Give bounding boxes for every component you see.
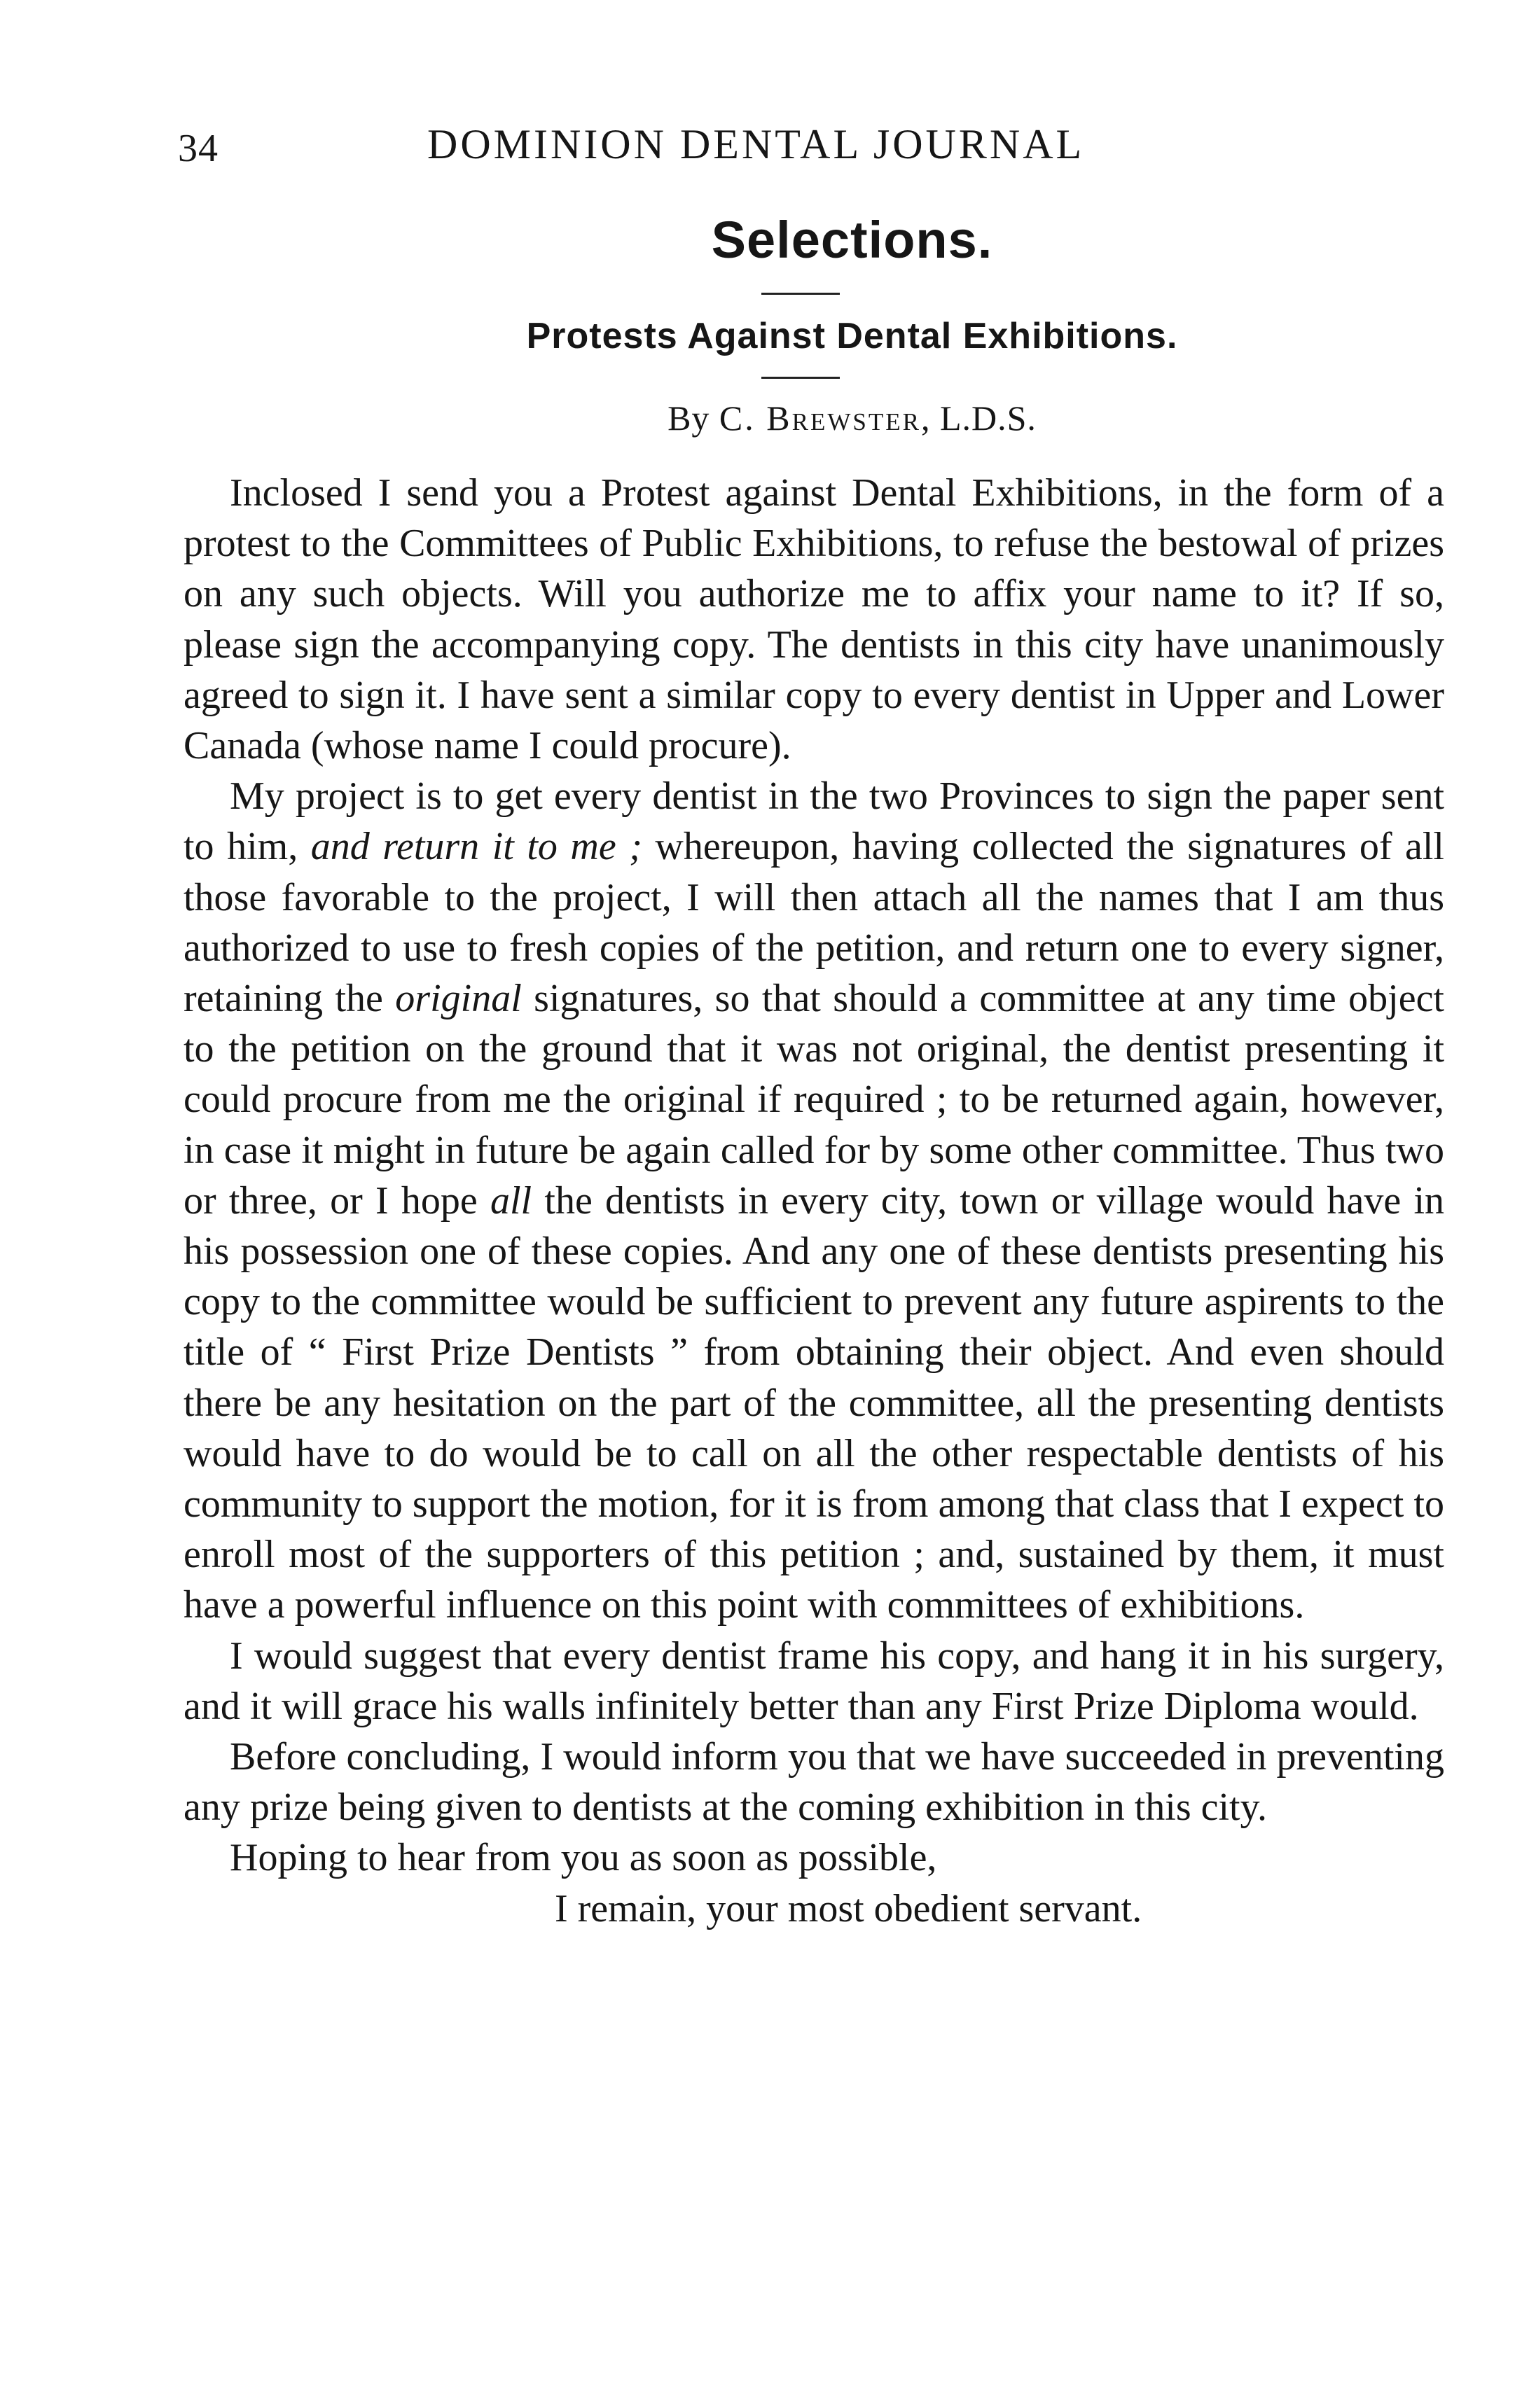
paragraph — [184, 771, 1444, 1630]
article-title: Protests Against Dental Exhibitions. — [526, 316, 1178, 356]
divider-rule — [761, 293, 840, 295]
paragraph — [184, 1832, 1444, 1883]
page-number: 34 — [178, 127, 219, 170]
journal-title: DOMINION DENTAL JOURNAL — [427, 121, 1085, 167]
italic-text: all — [490, 1178, 532, 1223]
text-run: Inclosed I send you a Protest against Dental Exhibitions, in the form of a protest to the Committees of Public Exhibitions, to refuse the bestowal of prizes on any such objects. Will you authorize me to affix your name to it? If so, please sign the accompanying copy. The dentists in this city have unanimously agreed to sign it. I have sent a similar copy to every dentist in Upper and Lower Canada (whose name I could procure). — [184, 471, 1444, 768]
article-body — [184, 468, 1444, 1934]
text-run: I would suggest that every dentist frame his copy, and hang it in his surgery, and it will grace his walls infinitely better than any First Prize Diploma would. — [184, 1634, 1444, 1728]
text-run: Hoping to hear from you as soon as possible, — [230, 1836, 937, 1880]
italic-text: and return it to me ; — [310, 825, 642, 869]
closing-line: I remain, your most obedient servant. — [555, 1886, 1142, 1930]
text-run: Before concluding, I would inform you that we have succeeded in preventing any prize being given to dentists at the coming exhibition in this city. — [184, 1735, 1444, 1830]
section-title: Selections. — [711, 211, 993, 269]
byline-suffix: , L.D.S. — [920, 398, 1037, 438]
byline-prefix: By — [667, 398, 710, 438]
text-run: signatures, so that should a committee at any time object to the petition on the ground that it was not original, the dentist presenting it could procure from me the original if required ; to be returned again, however, in case it might in future be again called for by some other committee. Thus two or three, or I hope — [184, 977, 1444, 1223]
running-head — [175, 120, 1422, 176]
text-run: the dentists in every city, town or village would have in his possession one of these copies. And any one of these dentists presenting his copy to the committee would be sufficient to prevent any future aspirents to the title of “ First Prize Dentists ” from obtaining their object. And even should there be any hesitation on the part of the committee, all the presenting dentists would have to do would be to call on all the other respectable dentists of his community to support the motion, for it is from among that class that I expect to enroll most of the supporters of this petition ; and, sustained by them, it must have a powerful influence on this point with committees of exhibitions. — [184, 1178, 1445, 1627]
divider-rule — [761, 377, 840, 379]
text-run: whereupon, having collected the signatures of all those favorable to the project, I will then attach all the names that I am thus authorized to use to fresh copies of the petition, and return one to every signer, retaining the — [184, 825, 1444, 1021]
paragraph — [184, 1732, 1444, 1832]
paragraph — [184, 468, 1444, 771]
italic-text: original — [395, 977, 522, 1021]
paragraph — [184, 1631, 1444, 1732]
byline-author: C. Brewster — [719, 398, 921, 438]
text-run: My project is to get every dentist in the two Provinces to sign the paper sent to him, — [184, 774, 1444, 869]
byline — [0, 398, 1522, 438]
